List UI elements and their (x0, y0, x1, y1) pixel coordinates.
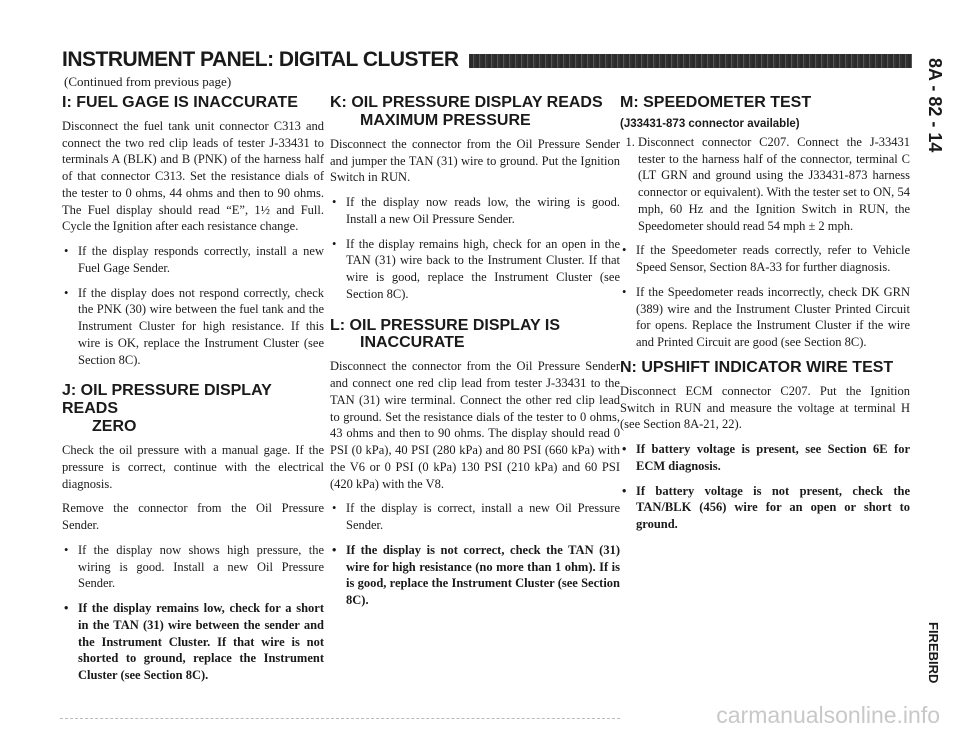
list-item: • If the display remains low, check for a short in the TAN (31) wire between the sender and the Instrument Cluster. If that wire is not shorted to ground, replace the Instrument Cluster (see Section 8C). (62, 600, 324, 684)
column-middle (330, 94, 620, 617)
section-i-bullets (62, 243, 324, 368)
section-j-intro: Check the oil pressure with a manual gage. If the pressure is correct, continue with the electrical diagnosis. (62, 443, 324, 491)
list-item: • If the display does not respond correctly, check the PNK (30) wire between the fuel tank and the Instrument Cluster for high resistance. If this wire is OK, replace the Instrument Cluster (see Section 8C). (62, 285, 324, 369)
list-item: • If the display now shows high pressure, the wiring is good. Install a new Oil Pressure Sender. (62, 542, 324, 592)
section-k-intro: Disconnect the connector from the Oil Pressure Sender and jumper the TAN (31) wire to ground. Put the Ignition Switch in RUN. (330, 136, 620, 185)
list-item: • If the display is correct, install a new Oil Pressure Sender. (330, 500, 620, 534)
section-n-intro: Disconnect ECM connector C207. Put the Ignition Switch in RUN and measure the voltage at terminal H (see Section 8A-21, 22). (620, 383, 910, 432)
section-l-bullets (330, 500, 620, 534)
continued-note: (Continued from previous page) (64, 74, 232, 89)
section-i-title: I: FUEL GAGE IS INACCURATE (62, 94, 298, 111)
divider (60, 718, 620, 719)
section-n-title: N: UPSHIFT INDICATOR WIRE TEST (620, 358, 894, 376)
column-right (620, 94, 910, 541)
section-code-label: 8A - 82 - 14 (925, 58, 945, 153)
section-k-title: K: OIL PRESSURE DISPLAY READS MAXIMUM PRESSURE (330, 94, 603, 129)
column-left (62, 94, 324, 692)
list-item: 1. Disconnect connector C207. Connect the J-33431 tester to the harness half of the connector, terminal C (LT GRN and ground using the J33431-873 harness connector or equivalent). With the tester set to ON, 54 mph, 60 Hz and the Ignition Switch in RUN, the Speedometer should read 54 mph ± 2 mph. (638, 134, 910, 235)
section-l-bold-bullets (330, 542, 620, 609)
section-m-steps (620, 134, 910, 235)
section-j-title: J: OIL PRESSURE DISPLAY READS ZERO (62, 382, 272, 436)
watermark: carmanualsonline.info (716, 702, 940, 728)
list-item: • If the display responds correctly, install a new Fuel Gage Sender. (62, 243, 324, 277)
section-m-subtitle: (J33431-873 connector available) (620, 117, 800, 130)
section-j-bold-bullets (62, 600, 324, 684)
section-j-para2: Remove the connector from the Oil Pressure Sender. (62, 501, 324, 533)
section-l-intro: Disconnect the connector from the Oil Pressure Sender and connect one red clip lead from tester J-33431 to the TAN (31) wire terminal. Connect the other red clip lead to ground. Set the resistance dials of the tester to 0 ohms, 43 ohms and then to 90 ohms. The display should read 0 PSI (0 kPa), 40 PSI (280 kPa) and 80 PSI (660 kPa) with the V6 or 0 PSI (0 kPa) 130 PSI (210 kPa) and 60 PSI (420 kPa) with the V8. (330, 359, 620, 491)
list-item: • If battery voltage is present, see Section 6E for ECM diagnosis. (620, 441, 910, 475)
section-m-title: M: SPEEDOMETER TEST (620, 94, 812, 111)
section-i-intro: Disconnect the fuel tank unit connector C313 and connect the two red clip leads of tester J-33431 to terminals A (BLK) and B (PNK) of the harness half of that connector C313. Set the resistance dials of the tester to 0 ohms, 44 ohms and then to 90 ohms. The Fuel display should read “E”, 1½ and Full. Cycle the Ignition after each resistance change. (62, 118, 324, 234)
list-item: • If the display remains high, check for an open in the TAN (31) wire back to the Instrument Cluster. If that wire is good, replace the Instrument Cluster (see Section 8C). (330, 236, 620, 303)
section-l-title: L: OIL PRESSURE DISPLAY IS INACCURATE (330, 316, 560, 352)
section-n-bullets (620, 441, 910, 533)
model-label: FIREBIRD (926, 622, 941, 684)
list-item: • If the display now reads low, the wiring is good. Install a new Oil Pressure Sender. (330, 194, 620, 228)
section-k-bullets (330, 194, 620, 303)
page-title: INSTRUMENT PANEL: DIGITAL CLUSTER (62, 48, 469, 72)
list-item: • If battery voltage is not present, check the TAN/BLK (456) wire for an open or short to ground. (620, 483, 910, 533)
list-item: • If the Speedometer reads incorrectly, check DK GRN (389) wire and the Instrument Cluster Printed Circuit for opens. Replace the Instrument Cluster if the wire and Printed Circuit are good (see Section 8C). (620, 284, 910, 351)
section-j-bullets (62, 542, 324, 592)
list-item: • If the Speedometer reads correctly, refer to Vehicle Speed Sensor, Section 8A-33 for further diagnosis. (620, 242, 910, 276)
list-item: • If the display is not correct, check the TAN (31) wire for high resistance (no more than 1 ohm). If is is good, replace the Instrument Cluster (see Section 8C). (330, 542, 620, 609)
section-m-bullets (620, 242, 910, 351)
